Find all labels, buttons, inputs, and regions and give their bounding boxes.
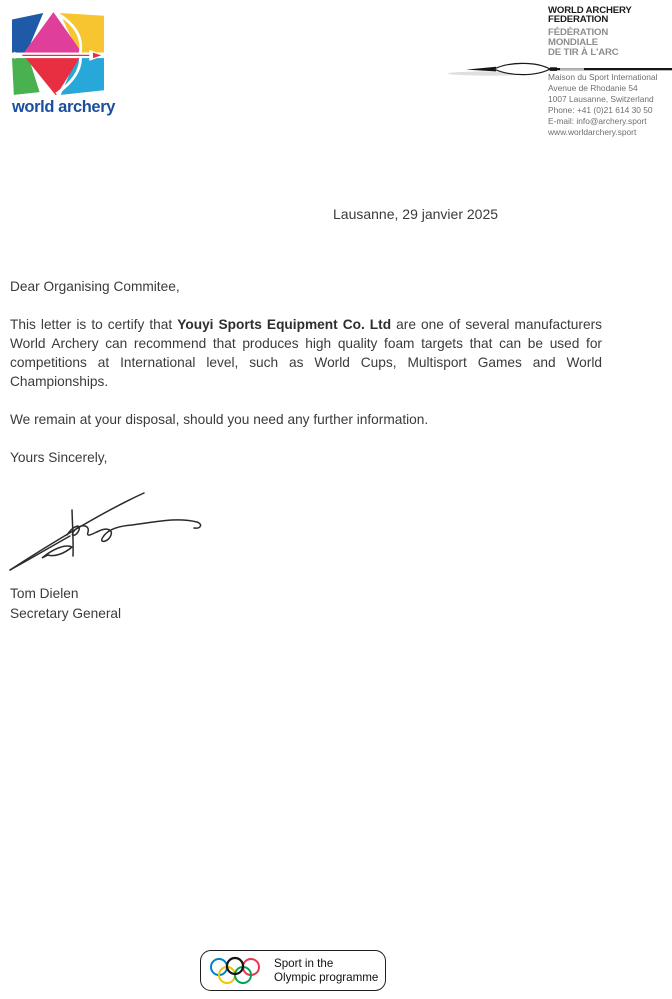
org-name-fr-line2: MONDIALE: [548, 36, 598, 48]
badge-line1: Sport in the: [274, 956, 334, 970]
email-line: E-mail: info@archery.sport: [548, 116, 647, 126]
world-archery-logo: [12, 12, 122, 117]
badge-line2: Olympic programme: [274, 970, 379, 984]
org-name-en-line2: FEDERATION: [548, 14, 609, 26]
salutation: Dear Organising Commitee,: [10, 279, 180, 294]
phone-line: Phone: +41 (0)21 614 30 50: [548, 105, 653, 115]
signer-block: [10, 584, 121, 623]
closing-paragraph: We remain at your disposal, should you need any further information.: [10, 412, 429, 427]
body-paragraph: [10, 315, 602, 391]
org-name-fr-line3: DE TIR À L'ARC: [548, 46, 619, 58]
org-name-french: [548, 28, 619, 57]
address-line: Maison du Sport International: [548, 72, 658, 82]
olympic-programme-badge: [200, 950, 386, 991]
signature-icon: [4, 486, 212, 574]
company-name: Youyi Sports Equipment Co. Ltd: [177, 317, 392, 332]
body-text-before: This letter is to certify that: [10, 317, 178, 332]
org-name-fr-line1: FÉDÉRATION: [548, 27, 609, 38]
signer-title: Secretary General: [10, 605, 122, 621]
address-line: 1007 Lausanne, Switzerland: [548, 94, 654, 104]
website-line: www.worldarchery.sport: [548, 127, 637, 137]
letter-body: [10, 277, 602, 486]
signer-name: Tom Dielen: [10, 586, 79, 601]
badge-text: [274, 957, 378, 984]
org-name-en-line1: WORLD ARCHERY: [548, 5, 632, 16]
olympic-rings-icon: [208, 956, 264, 986]
org-name-english: [548, 6, 632, 25]
address-line: Avenue de Rhodanie 54: [548, 83, 638, 93]
body-text-after: are one of several manufacturers World Archery can recommend that produces high quality foam targets that can be used for competitions at International level, such as World Cups, Multisport Games and World Championships.: [10, 317, 602, 389]
world-archery-logo-icon: [12, 12, 104, 95]
date-line: Lausanne, 29 janvier 2025: [333, 206, 499, 222]
address-block: [548, 72, 657, 138]
wordmark: world archery: [12, 98, 116, 116]
sign-off: Yours Sincerely,: [10, 450, 108, 465]
